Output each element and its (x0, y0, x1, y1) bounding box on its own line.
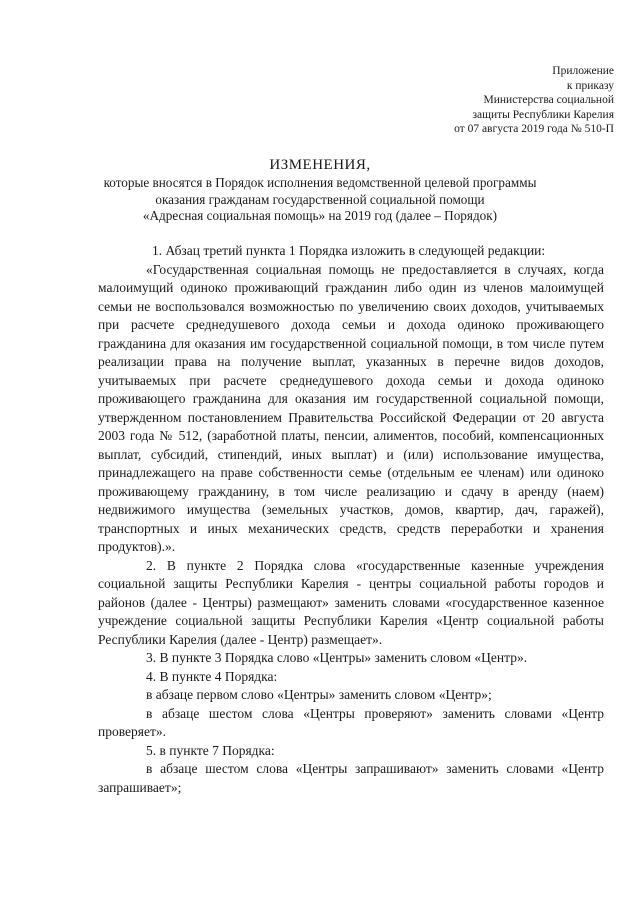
approval-stamp-block (454, 64, 614, 137)
approval-line: к приказу (566, 79, 614, 92)
approval-line: Министерства социальной (483, 94, 614, 107)
paragraph-sub: в абзаце шестом слова «Центры запрашивают» заменить словами «Центр запрашивает»; (98, 761, 604, 795)
approval-line: Приложение (552, 65, 614, 77)
paragraph-item-5: 5. в пункте 7 Порядка: (146, 742, 275, 758)
paragraph-sub: в абзаце шестом слова «Центры проверяют» заменить словами «Центр проверяет». (98, 705, 604, 739)
approval-line: защиты Республики Карелия (472, 108, 614, 121)
paragraph-item-3: 3. В пункте 3 Порядка слово «Центры» заменить словом «Центр». (146, 650, 528, 665)
heading-line: оказания гражданам государственной социальной помощи (155, 191, 485, 207)
document-title: ИЗМЕНЕНИЯ, (269, 157, 371, 173)
approval-line: от 07 августа 2019 года № 510-П (454, 123, 614, 136)
heading-line: «Адресная социальная помощь» на 2019 год (далее – Порядок) (142, 208, 498, 223)
paragraph-quote: «Государственная социальная помощь не предоставляется в случаях, когда малоимущий одиноко проживающий гражданин либо один из членов малоимущей семьи не воспользовался возможностью по увеличению своих доходов, учитываемых при расчете среднедушевого дохода семьи и дохода одиноко проживающего гражданина для оказания им государственной социальной помощи, в том числе путем реализации права на получение выплат, указанных в перечне видов доходов, учитываемых при расчете среднедушевого дохода семьи и дохода одиноко проживающего гражданина для оказания им государственной социальной помощи, утвержденном постановлением Правительства Российской Федерации от 20 августа 2003 года № 512, (заработной платы, пенсии, алиментов, пособий, компенсационных выплат, субсидий, стипендий, иных выплат) и (или) использование имущества, принадлежащего на праве собственности семье (отдельным ее членам) или одиноко проживающему гражданину, в том числе реализацию и сдачу в аренду (наем) недвижимого имущества (земельных участков, домов, квартир, дач, гаражей), транспортных и иных механических средств, средств переработки и хранения продуктов).». (98, 261, 604, 554)
document-heading (0, 156, 640, 225)
paragraph-item-4: 4. В пункте 4 Порядка: (146, 668, 278, 684)
heading-line: которые вносятся в Порядок исполнения ведомственной целевой программы (103, 175, 537, 190)
paragraph-item-1: 1. Абзац третий пункта 1 Порядка изложить в следующей редакции: (152, 243, 546, 258)
document-body (98, 242, 604, 797)
paragraph-item-2: 2. В пункте 2 Порядка слова «государственные казенные учреждения социальной защиты Республики Карелия - центры социальной работы городов и районов (далее - Центры) размещают» заменить словами «государственное казенное учреждение социальной защиты Республики Карелия «Центр социальной работы Республики Карелия (далее - Центр) размещает». (98, 557, 604, 647)
paragraph-sub: в абзаце первом слово «Центры» заменить словом «Центр»; (146, 687, 492, 702)
